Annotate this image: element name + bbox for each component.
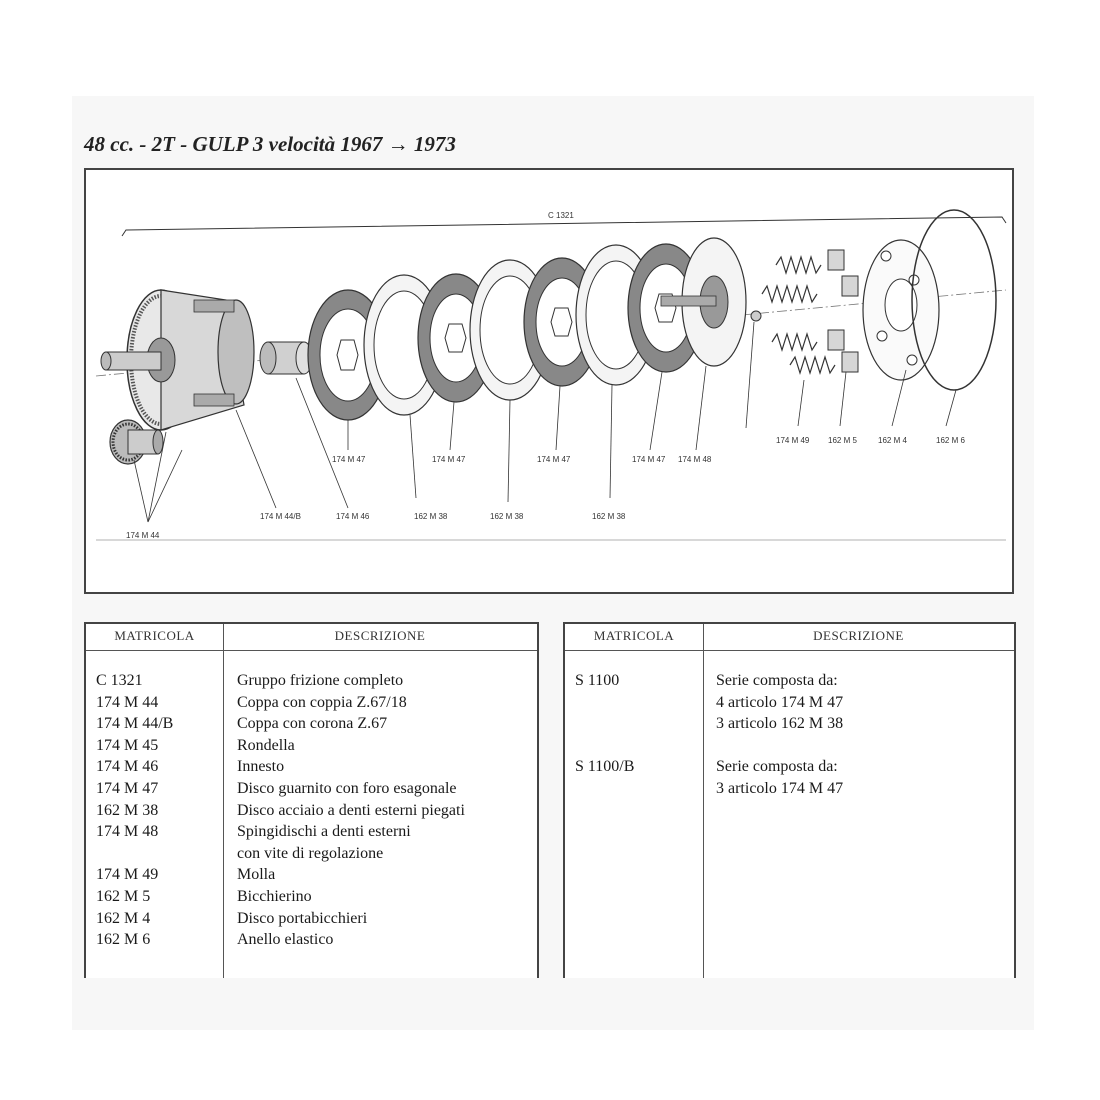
table-row	[565, 692, 1014, 714]
part-code: 174 M 47	[96, 779, 159, 797]
part-description: Disco portabicchieri	[237, 909, 368, 927]
label-174m47-3: 174 M 47	[537, 455, 571, 464]
part-code: 174 M 48	[96, 823, 159, 841]
part-description: Anello elastico	[237, 931, 334, 949]
table-row	[86, 886, 537, 908]
hub-innesto	[260, 342, 312, 374]
clutch-bell	[101, 290, 254, 430]
table-row	[565, 713, 1014, 735]
table-row	[86, 713, 537, 735]
label-174m47-4: 174 M 47	[632, 455, 666, 464]
part-code: 174 M 44	[96, 693, 159, 711]
part-code: 174 M 44/B	[96, 715, 174, 733]
springs	[762, 257, 835, 373]
part-code: 174 M 46	[96, 758, 159, 776]
label-174m47-2: 174 M 47	[432, 455, 466, 464]
part-code: 162 M 4	[96, 909, 151, 927]
part-code: 174 M 45	[96, 736, 159, 754]
part-description: Coppa con coppia Z.67/18	[237, 693, 407, 711]
parts-table-right	[563, 622, 1016, 978]
label-174m44: 174 M 44	[126, 531, 160, 540]
part-code: 162 M 38	[96, 801, 159, 819]
header-descrizione: DESCRIZIONE	[813, 628, 904, 643]
part-code: 162 M 5	[96, 887, 151, 905]
part-description: Bicchierino	[237, 887, 312, 905]
table-row	[86, 821, 537, 843]
label-162m38-2: 162 M 38	[490, 512, 524, 521]
part-description: Coppa con corona Z.67	[237, 715, 388, 733]
label-174m47-1: 174 M 47	[332, 455, 366, 464]
label-162m38-3: 162 M 38	[592, 512, 626, 521]
part-description: Gruppo frizione completo	[237, 672, 404, 689]
part-code: S 1100	[575, 672, 620, 689]
table-row	[86, 670, 537, 692]
label-162m38-1: 162 M 38	[414, 512, 448, 521]
cup-holder-disc	[863, 240, 939, 380]
part-description: Disco acciaio a denti esterni piegati	[237, 801, 465, 819]
header-descrizione: DESCRIZIONE	[334, 628, 426, 643]
header-divider	[86, 650, 537, 651]
part-description: Disco guarnito con foro esagonale	[237, 779, 457, 797]
table-row	[565, 670, 1014, 692]
table-row	[86, 929, 537, 951]
adjust-nut	[751, 311, 761, 321]
part-description: Spingidischi a denti esterni	[237, 823, 411, 841]
part-code: S 1100/B	[575, 758, 635, 776]
part-code: C 1321	[96, 672, 143, 689]
label-162m5: 162 M 5	[828, 436, 857, 445]
page-title: 48 cc. - 2T - GULP 3 velocità 1967 → 1973	[84, 132, 456, 156]
part-description: Molla	[237, 866, 276, 884]
part-code: 174 M 49	[96, 866, 159, 884]
part-description: Serie composta da:	[716, 672, 838, 689]
label-174m49: 174 M 49	[776, 436, 810, 445]
table-row	[86, 692, 537, 714]
table-row	[565, 756, 1014, 778]
table-row	[86, 864, 537, 886]
label-c1321: C 1321	[548, 211, 574, 220]
table-row	[86, 735, 537, 757]
part-description: Serie composta da:	[716, 758, 838, 776]
label-174m44b: 174 M 44/B	[260, 512, 301, 521]
parts-table-left	[84, 622, 539, 978]
label-174m48: 174 M 48	[678, 455, 712, 464]
clutch-exploded-view	[86, 170, 1012, 592]
rows-left	[86, 670, 537, 951]
header-matricola: MATRICOLA	[593, 628, 675, 643]
table-row	[86, 843, 537, 865]
part-description: con vite di regolazione	[237, 844, 384, 862]
table-row	[86, 908, 537, 930]
exploded-diagram	[84, 168, 1014, 594]
table-row	[565, 735, 1014, 757]
part-description: 3 articolo 162 M 38	[716, 715, 844, 733]
part-description: Rondella	[237, 736, 295, 754]
table-row	[86, 778, 537, 800]
spring-cups	[828, 250, 858, 372]
part-description: Innesto	[237, 758, 285, 776]
table-row	[565, 778, 1014, 800]
label-174m46: 174 M 46	[336, 512, 370, 521]
table-row	[86, 756, 537, 778]
rows-right	[565, 670, 1014, 800]
label-162m6: 162 M 6	[936, 436, 965, 445]
part-code: 162 M 6	[96, 931, 151, 949]
part-description: 3 articolo 174 M 47	[716, 779, 844, 797]
table-row	[86, 800, 537, 822]
header-matricola: MATRICOLA	[114, 628, 195, 643]
header-divider	[565, 650, 1014, 651]
label-162m4: 162 M 4	[878, 436, 907, 445]
part-description: 4 articolo 174 M 47	[716, 693, 844, 711]
